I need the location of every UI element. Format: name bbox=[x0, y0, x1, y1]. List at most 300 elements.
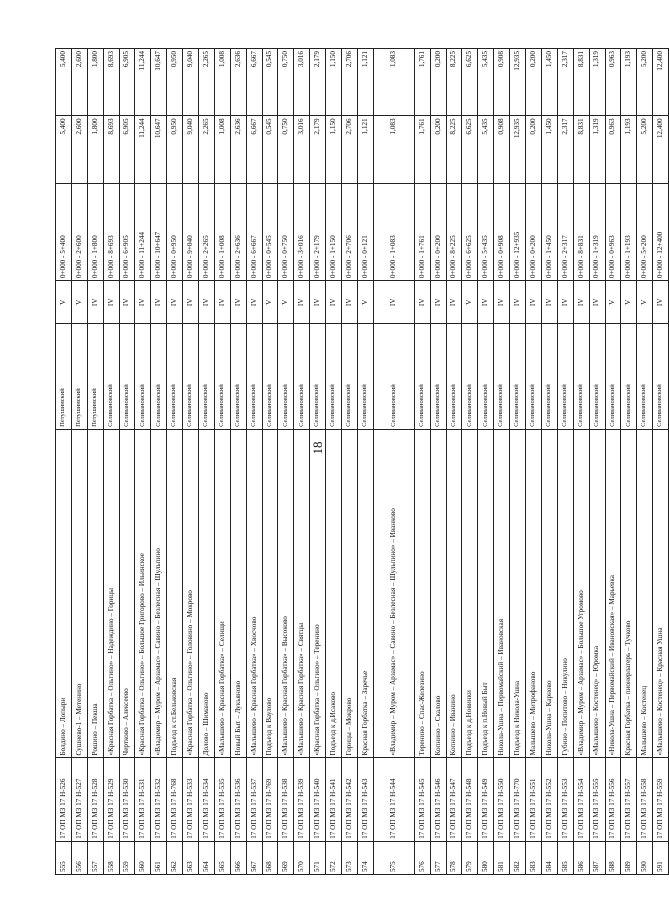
length-cell: 0,200 bbox=[526, 116, 542, 183]
total-length-cell: 0,750 bbox=[278, 49, 294, 116]
road-name-cell: Копнино – Иванино bbox=[446, 429, 462, 758]
road-name-cell: Подъезд к Никола-Ушна bbox=[510, 429, 526, 758]
length-cell: 9,040 bbox=[183, 116, 199, 183]
table-row bbox=[262, 49, 278, 875]
road-category-cell: IV bbox=[119, 281, 135, 324]
km-range-cell: 0+000 - 0+121 bbox=[357, 183, 373, 280]
district-cell: Селивановский bbox=[478, 324, 494, 430]
row-number-cell: 580 bbox=[478, 841, 494, 874]
road-name-cell: Сушнево-1 – Метенино bbox=[71, 429, 87, 758]
road-code-cell: 17 ОП МЗ 17 Н-770 bbox=[510, 758, 526, 841]
km-range-cell: 0+000 - 11+244 bbox=[135, 183, 151, 280]
length-cell: 2,179 bbox=[310, 116, 326, 183]
km-range-cell: 0+000 - 6+667 bbox=[246, 183, 262, 280]
district-cell: Селивановский bbox=[557, 324, 573, 430]
row-number-cell: 572 bbox=[326, 841, 342, 874]
district-cell: Селивановский bbox=[430, 324, 446, 430]
row-number-cell: 557 bbox=[87, 841, 103, 874]
road-name-cell: «Красная Горбатка – Ольгино» – Головино – Мокрово bbox=[183, 429, 199, 758]
road-code-cell: 17 ОП МЗ 17 Н-533 bbox=[183, 758, 199, 841]
road-name-cell: «Красная Горбатка – Ольгино» – Большое Григорово – Ильинское bbox=[135, 429, 151, 758]
roads-table-area bbox=[55, 48, 665, 875]
total-length-cell: 1,800 bbox=[87, 49, 103, 116]
road-code-cell: 17 ОП МЗ 17 Н-530 bbox=[119, 758, 135, 841]
table-row bbox=[71, 49, 87, 875]
row-number-cell: 570 bbox=[294, 841, 310, 874]
total-length-cell: 8,693 bbox=[103, 49, 119, 116]
total-length-cell: 2,706 bbox=[342, 49, 358, 116]
km-range-cell: 0+000 - 1+083 bbox=[373, 183, 414, 280]
length-cell: 8,225 bbox=[446, 116, 462, 183]
row-number-cell: 556 bbox=[71, 841, 87, 874]
road-category-cell: IV bbox=[541, 281, 557, 324]
road-category-cell: IV bbox=[151, 281, 167, 324]
km-range-cell: 0+000 - 0+908 bbox=[494, 183, 510, 280]
km-range-cell: 0+000 - 3+016 bbox=[294, 183, 310, 280]
road-name-cell: Подъезд к Ваулово bbox=[262, 429, 278, 758]
road-name-cell: Подъезд к ст.Бельковская bbox=[167, 429, 183, 758]
km-range-cell: 0+000 - 12+400 bbox=[653, 183, 669, 280]
page-number: 18 bbox=[310, 441, 325, 455]
road-code-cell: 17 ОП МЗ 17 Н-544 bbox=[373, 758, 414, 841]
district-cell: Селивановский bbox=[589, 324, 605, 430]
km-range-cell: 0+000 - 0+963 bbox=[605, 183, 621, 280]
total-length-cell: 2,265 bbox=[199, 49, 215, 116]
row-number-cell: 590 bbox=[637, 841, 653, 874]
road-category-cell: IV bbox=[557, 281, 573, 324]
road-name-cell: Подъезд к п.Новый Быт bbox=[478, 429, 494, 758]
road-code-cell: 17 ОП МЗ 17 Н-539 bbox=[294, 758, 310, 841]
km-range-cell: 0+000 - 1+450 bbox=[541, 183, 557, 280]
length-cell: 2,600 bbox=[71, 116, 87, 183]
table-row bbox=[167, 49, 183, 875]
table-row bbox=[103, 49, 119, 875]
district-cell: Селивановский bbox=[214, 324, 230, 430]
road-code-cell: 17 ОП МЗ 17 Н-559 bbox=[653, 758, 669, 841]
district-cell: Селивановский bbox=[183, 324, 199, 430]
length-cell: 0,963 bbox=[605, 116, 621, 183]
road-name-cell: Горицы – Мокрово bbox=[342, 429, 358, 758]
road-name-cell: Новый Быт – Лукьяново bbox=[230, 429, 246, 758]
district-cell: Селивановский bbox=[414, 324, 430, 430]
district-cell: Селивановский bbox=[278, 324, 294, 430]
road-category-cell: IV bbox=[478, 281, 494, 324]
table-row bbox=[653, 49, 669, 875]
length-cell: 5,200 bbox=[637, 116, 653, 183]
length-cell: 1,121 bbox=[357, 116, 373, 183]
road-name-cell: «Красная Горбатка – Ольгино» – Надеждино – Горицы bbox=[103, 429, 119, 758]
total-length-cell: 1,319 bbox=[589, 49, 605, 116]
total-length-cell: 0,200 bbox=[526, 49, 542, 116]
road-name-cell: «Малышево – Красная Горбатка» – Хвосчово bbox=[246, 429, 262, 758]
road-name-cell: Красная Горбатка – пионерлагерь – Тучково bbox=[621, 429, 637, 758]
row-number-cell: 579 bbox=[462, 841, 478, 874]
district-cell: Селивановский bbox=[119, 324, 135, 430]
road-code-cell: 17 ОП МЗ 17 Н-555 bbox=[589, 758, 605, 841]
road-code-cell: 17 ОП МЗ 17 Н-532 bbox=[151, 758, 167, 841]
district-cell: Селивановский bbox=[326, 324, 342, 430]
table-row bbox=[230, 49, 246, 875]
km-range-cell: 0+000 - 2+265 bbox=[199, 183, 215, 280]
road-code-cell: 17 ОП МЗ 17 Н-542 bbox=[342, 758, 358, 841]
total-length-cell: 2,636 bbox=[230, 49, 246, 116]
district-cell: Селивановский bbox=[199, 324, 215, 430]
table-row bbox=[637, 49, 653, 875]
length-cell: 0,908 bbox=[494, 116, 510, 183]
length-cell: 10,647 bbox=[151, 116, 167, 183]
road-category-cell: V bbox=[621, 281, 637, 324]
district-cell: Селивановский bbox=[230, 324, 246, 430]
km-range-cell: 0+000 - 1+150 bbox=[326, 183, 342, 280]
road-name-cell: «Никола-Ушна – Первомайский – Ивановская» – Марьевка bbox=[605, 429, 621, 758]
length-cell: 12,935 bbox=[510, 116, 526, 183]
km-range-cell: 0+000 - 6+625 bbox=[462, 183, 478, 280]
road-name-cell: «Владимир – Муром – Арзамас» – Савино – Безлесная – Шульпино» – Иванково bbox=[373, 429, 414, 758]
total-length-cell: 1,450 bbox=[541, 49, 557, 116]
district-cell: Селивановский bbox=[605, 324, 621, 430]
table-row bbox=[510, 49, 526, 875]
road-code-cell: 17 ОП МЗ 17 Н-556 bbox=[605, 758, 621, 841]
length-cell: 1,193 bbox=[621, 116, 637, 183]
road-category-cell: IV bbox=[199, 281, 215, 324]
table-row bbox=[357, 49, 373, 875]
length-cell: 11,244 bbox=[135, 116, 151, 183]
road-category-cell: IV bbox=[87, 281, 103, 324]
road-name-cell: Теренино – Спас-Железино bbox=[414, 429, 430, 758]
km-range-cell: 0+000 - 1+800 bbox=[87, 183, 103, 280]
table-row bbox=[446, 49, 462, 875]
road-code-cell: 17 ОП МЗ 17 Н-768 bbox=[167, 758, 183, 841]
total-length-cell: 2,179 bbox=[310, 49, 326, 116]
length-cell: 8,831 bbox=[573, 116, 589, 183]
table-row bbox=[573, 49, 589, 875]
row-number-cell: 591 bbox=[653, 841, 669, 874]
row-number-cell: 575 bbox=[373, 841, 414, 874]
road-name-cell: Подъезд к д.Новинки bbox=[462, 429, 478, 758]
km-range-cell: 0+000 - 0+950 bbox=[167, 183, 183, 280]
km-range-cell: 0+000 - 5+200 bbox=[637, 183, 653, 280]
district-cell: Селивановский bbox=[135, 324, 151, 430]
row-number-cell: 584 bbox=[541, 841, 557, 874]
table-row bbox=[246, 49, 262, 875]
table-row bbox=[87, 49, 103, 875]
km-range-cell: 0+000 - 9+040 bbox=[183, 183, 199, 280]
road-category-cell: IV bbox=[230, 281, 246, 324]
total-length-cell: 6,667 bbox=[246, 49, 262, 116]
row-number-cell: 560 bbox=[135, 841, 151, 874]
table-row bbox=[151, 49, 167, 875]
length-cell: 6,667 bbox=[246, 116, 262, 183]
table-row bbox=[326, 49, 342, 875]
road-category-cell: IV bbox=[573, 281, 589, 324]
road-name-cell: «Малышево – Костенец» – Красная Ушна bbox=[653, 429, 669, 758]
row-number-cell: 568 bbox=[262, 841, 278, 874]
length-cell: 1,319 bbox=[589, 116, 605, 183]
total-length-cell: 1,083 bbox=[373, 49, 414, 116]
length-cell: 1,150 bbox=[326, 116, 342, 183]
road-category-cell: IV bbox=[653, 281, 669, 324]
district-cell: Селивановский bbox=[294, 324, 310, 430]
km-range-cell: 0+000 - 0+545 bbox=[262, 183, 278, 280]
road-category-cell: IV bbox=[494, 281, 510, 324]
road-name-cell: Никола-Ушна – Карново bbox=[541, 429, 557, 758]
road-code-cell: 17 ОП МЗ 17 Н-534 bbox=[199, 758, 215, 841]
length-cell: 2,317 bbox=[557, 116, 573, 183]
km-range-cell: 0+000 - 5+435 bbox=[478, 183, 494, 280]
row-number-cell: 573 bbox=[342, 841, 358, 874]
row-number-cell: 585 bbox=[557, 841, 573, 874]
roads-table-body bbox=[56, 49, 669, 875]
total-length-cell: 1,761 bbox=[414, 49, 430, 116]
road-code-cell: 17 ОП МЗ 17 Н-558 bbox=[637, 758, 653, 841]
road-code-cell: 17 ОП МЗ 17 Н-550 bbox=[494, 758, 510, 841]
row-number-cell: 562 bbox=[167, 841, 183, 874]
table-row bbox=[462, 49, 478, 875]
total-length-cell: 10,647 bbox=[151, 49, 167, 116]
length-cell: 1,800 bbox=[87, 116, 103, 183]
road-name-cell: Губино – Попитово – Никулино bbox=[557, 429, 573, 758]
row-number-cell: 589 bbox=[621, 841, 637, 874]
km-range-cell: 0+000 - 8+225 bbox=[446, 183, 462, 280]
road-name-cell: Никола-Ушна – Первомайский – Ивановская bbox=[494, 429, 510, 758]
road-category-cell: V bbox=[71, 281, 87, 324]
total-length-cell: 6,905 bbox=[119, 49, 135, 116]
km-range-cell: 0+000 - 8+693 bbox=[103, 183, 119, 280]
table-row bbox=[119, 49, 135, 875]
row-number-cell: 581 bbox=[494, 841, 510, 874]
length-cell: 5,400 bbox=[56, 116, 72, 183]
km-range-cell: 0+000 - 5+400 bbox=[56, 183, 72, 280]
total-length-cell: 0,200 bbox=[430, 49, 446, 116]
length-cell: 3,016 bbox=[294, 116, 310, 183]
table-row bbox=[526, 49, 542, 875]
district-cell: Селивановский bbox=[446, 324, 462, 430]
road-code-cell: 17 ОП МЗ 17 Н-527 bbox=[71, 758, 87, 841]
road-name-cell: «Малышево – Красная Горбатка» – Высоково bbox=[278, 429, 294, 758]
total-length-cell: 8,225 bbox=[446, 49, 462, 116]
total-length-cell: 2,600 bbox=[71, 49, 87, 116]
total-length-cell: 0,950 bbox=[167, 49, 183, 116]
district-cell: Селивановский bbox=[262, 324, 278, 430]
roads-table bbox=[55, 48, 669, 875]
road-name-cell: Подъезд к д.Исаково bbox=[326, 429, 342, 758]
length-cell: 2,265 bbox=[199, 116, 215, 183]
table-row bbox=[430, 49, 446, 875]
row-number-cell: 583 bbox=[526, 841, 542, 874]
district-cell: Селивановский bbox=[526, 324, 542, 430]
length-cell: 6,905 bbox=[119, 116, 135, 183]
total-length-cell: 1,193 bbox=[621, 49, 637, 116]
road-name-cell: «Владимир – Муром – Арзамас» – Большое Угромово bbox=[573, 429, 589, 758]
table-row bbox=[494, 49, 510, 875]
road-code-cell: 17 ОП МЗ 17 Н-552 bbox=[541, 758, 557, 841]
table-row bbox=[557, 49, 573, 875]
road-name-cell: «Владимир – Муром – Арзамас» – Савино – Безлесная – Шульпино bbox=[151, 429, 167, 758]
road-code-cell: 17 ОП МЗ 17 Н-553 bbox=[557, 758, 573, 841]
road-category-cell: IV bbox=[430, 281, 446, 324]
km-range-cell: 0+000 - 2+600 bbox=[71, 183, 87, 280]
table-row bbox=[478, 49, 494, 875]
district-cell: Петушинский bbox=[71, 324, 87, 430]
road-category-cell: IV bbox=[310, 281, 326, 324]
road-category-cell: IV bbox=[167, 281, 183, 324]
row-number-cell: 567 bbox=[246, 841, 262, 874]
length-cell: 1,761 bbox=[414, 116, 430, 183]
district-cell: Селивановский bbox=[494, 324, 510, 430]
total-length-cell: 0,963 bbox=[605, 49, 621, 116]
district-cell: Селивановский bbox=[462, 324, 478, 430]
table-row bbox=[621, 49, 637, 875]
total-length-cell: 5,200 bbox=[637, 49, 653, 116]
row-number-cell: 569 bbox=[278, 841, 294, 874]
table-row bbox=[214, 49, 230, 875]
table-row bbox=[589, 49, 605, 875]
total-length-cell: 1,008 bbox=[214, 49, 230, 116]
road-category-cell: IV bbox=[510, 281, 526, 324]
length-cell: 1,008 bbox=[214, 116, 230, 183]
table-row bbox=[414, 49, 430, 875]
km-range-cell: 0+000 - 1+761 bbox=[414, 183, 430, 280]
district-cell: Селивановский bbox=[573, 324, 589, 430]
total-length-cell: 5,435 bbox=[478, 49, 494, 116]
district-cell: Селивановский bbox=[653, 324, 669, 430]
km-range-cell: 0+000 - 1+193 bbox=[621, 183, 637, 280]
total-length-cell: 11,244 bbox=[135, 49, 151, 116]
road-code-cell: 17 ОП МЗ 17 Н-535 bbox=[214, 758, 230, 841]
road-category-cell: IV bbox=[183, 281, 199, 324]
road-code-cell: 17 ОП МЗ 17 Н-769 bbox=[262, 758, 278, 841]
road-category-cell: IV bbox=[446, 281, 462, 324]
road-category-cell: V bbox=[262, 281, 278, 324]
km-range-cell: 0+000 - 1+319 bbox=[589, 183, 605, 280]
table-row bbox=[342, 49, 358, 875]
road-code-cell: 17 ОП МЗ 17 Н-554 bbox=[573, 758, 589, 841]
road-code-cell: 17 ОП МЗ 17 Н-541 bbox=[326, 758, 342, 841]
road-code-cell: 17 ОП МЗ 17 Н-547 bbox=[446, 758, 462, 841]
road-code-cell: 17 ОП МЗ 17 Н-545 bbox=[414, 758, 430, 841]
row-number-cell: 558 bbox=[103, 841, 119, 874]
road-name-cell: Рошино – Пекша bbox=[87, 429, 103, 758]
table-row bbox=[294, 49, 310, 875]
total-length-cell: 0,545 bbox=[262, 49, 278, 116]
road-category-cell: V bbox=[278, 281, 294, 324]
km-range-cell: 0+000 - 10+647 bbox=[151, 183, 167, 280]
road-name-cell: Красная Горбатка – Заречье bbox=[357, 429, 373, 758]
row-number-cell: 577 bbox=[430, 841, 446, 874]
road-code-cell: 17 ОП МЗ 17 Н-546 bbox=[430, 758, 446, 841]
road-category-cell: V bbox=[605, 281, 621, 324]
road-category-cell: IV bbox=[135, 281, 151, 324]
km-range-cell: 0+000 - 6+905 bbox=[119, 183, 135, 280]
road-category-cell: IV bbox=[103, 281, 119, 324]
road-name-cell: Малышево – Митрофаново bbox=[526, 429, 542, 758]
road-code-cell: 17 ОП МЗ 17 Н-536 bbox=[230, 758, 246, 841]
district-cell: Селивановский bbox=[637, 324, 653, 430]
length-cell: 5,435 bbox=[478, 116, 494, 183]
row-number-cell: 561 bbox=[151, 841, 167, 874]
district-cell: Селивановский bbox=[621, 324, 637, 430]
road-category-cell: IV bbox=[589, 281, 605, 324]
total-length-cell: 5,400 bbox=[56, 49, 72, 116]
road-name-cell: Малышево – Костенец bbox=[637, 429, 653, 758]
row-number-cell: 563 bbox=[183, 841, 199, 874]
table-row bbox=[56, 49, 72, 875]
road-code-cell: 17 ОП МЗ 17 Н-526 bbox=[56, 758, 72, 841]
road-category-cell: IV bbox=[526, 281, 542, 324]
road-code-cell: 17 ОП МЗ 17 Н-538 bbox=[278, 758, 294, 841]
road-name-cell: «Малышево – Костенец» – Юромка bbox=[589, 429, 605, 758]
rotated-table-container bbox=[55, 48, 665, 875]
length-cell: 12,400 bbox=[653, 116, 669, 183]
length-cell: 1,083 bbox=[373, 116, 414, 183]
road-name-cell: Чертково – Алексеево bbox=[119, 429, 135, 758]
total-length-cell: 8,831 bbox=[573, 49, 589, 116]
road-code-cell: 17 ОП МЗ 17 Н-528 bbox=[87, 758, 103, 841]
road-code-cell: 17 ОП МЗ 17 Н-543 bbox=[357, 758, 373, 841]
km-range-cell: 0+000 - 2+179 bbox=[310, 183, 326, 280]
district-cell: Петушинский bbox=[87, 324, 103, 430]
length-cell: 8,693 bbox=[103, 116, 119, 183]
road-category-cell: V bbox=[462, 281, 478, 324]
road-category-cell: IV bbox=[294, 281, 310, 324]
total-length-cell: 2,317 bbox=[557, 49, 573, 116]
row-number-cell: 566 bbox=[230, 841, 246, 874]
row-number-cell: 576 bbox=[414, 841, 430, 874]
row-number-cell: 565 bbox=[214, 841, 230, 874]
table-row bbox=[605, 49, 621, 875]
row-number-cell: 564 bbox=[199, 841, 215, 874]
road-code-cell: 17 ОП МЗ 17 Н-557 bbox=[621, 758, 637, 841]
km-range-cell: 0+000 - 8+831 bbox=[573, 183, 589, 280]
district-cell: Селивановский bbox=[510, 324, 526, 430]
district-cell: Селивановский bbox=[151, 324, 167, 430]
km-range-cell: 0+000 - 2+706 bbox=[342, 183, 358, 280]
length-cell: 0,750 bbox=[278, 116, 294, 183]
row-number-cell: 574 bbox=[357, 841, 373, 874]
row-number-cell: 586 bbox=[573, 841, 589, 874]
table-row bbox=[183, 49, 199, 875]
road-name-cell: «Малышево – Красная Горбатка» – Селищи bbox=[214, 429, 230, 758]
road-category-cell: IV bbox=[326, 281, 342, 324]
km-range-cell: 0+000 - 0+200 bbox=[430, 183, 446, 280]
district-cell: Селивановский bbox=[246, 324, 262, 430]
row-number-cell: 559 bbox=[119, 841, 135, 874]
road-category-cell: IV bbox=[342, 281, 358, 324]
table-row bbox=[135, 49, 151, 875]
total-length-cell: 12,400 bbox=[653, 49, 669, 116]
road-code-cell: 17 ОП МЗ 17 Н-537 bbox=[246, 758, 262, 841]
total-length-cell: 0,908 bbox=[494, 49, 510, 116]
district-cell: Селивановский bbox=[342, 324, 358, 430]
road-name-cell: Долово – Шиманово bbox=[199, 429, 215, 758]
road-name-cell: «Красная Горбатка – Ольгино» – Теренино bbox=[310, 429, 326, 758]
district-cell: Петушинский bbox=[56, 324, 72, 430]
road-name-cell: «Малышево – Красная Горбатка» – Святцы bbox=[294, 429, 310, 758]
road-category-cell: IV bbox=[214, 281, 230, 324]
table-row bbox=[373, 49, 414, 875]
length-cell: 0,950 bbox=[167, 116, 183, 183]
district-cell: Селивановский bbox=[357, 324, 373, 430]
length-cell: 0,200 bbox=[430, 116, 446, 183]
road-category-cell: IV bbox=[373, 281, 414, 324]
road-code-cell: 17 ОП МЗ 17 Н-548 bbox=[462, 758, 478, 841]
district-cell: Селивановский bbox=[167, 324, 183, 430]
row-number-cell: 578 bbox=[446, 841, 462, 874]
district-cell: Селивановский bbox=[310, 324, 326, 430]
km-range-cell: 0+000 - 0+750 bbox=[278, 183, 294, 280]
length-cell: 0,545 bbox=[262, 116, 278, 183]
length-cell: 2,636 bbox=[230, 116, 246, 183]
